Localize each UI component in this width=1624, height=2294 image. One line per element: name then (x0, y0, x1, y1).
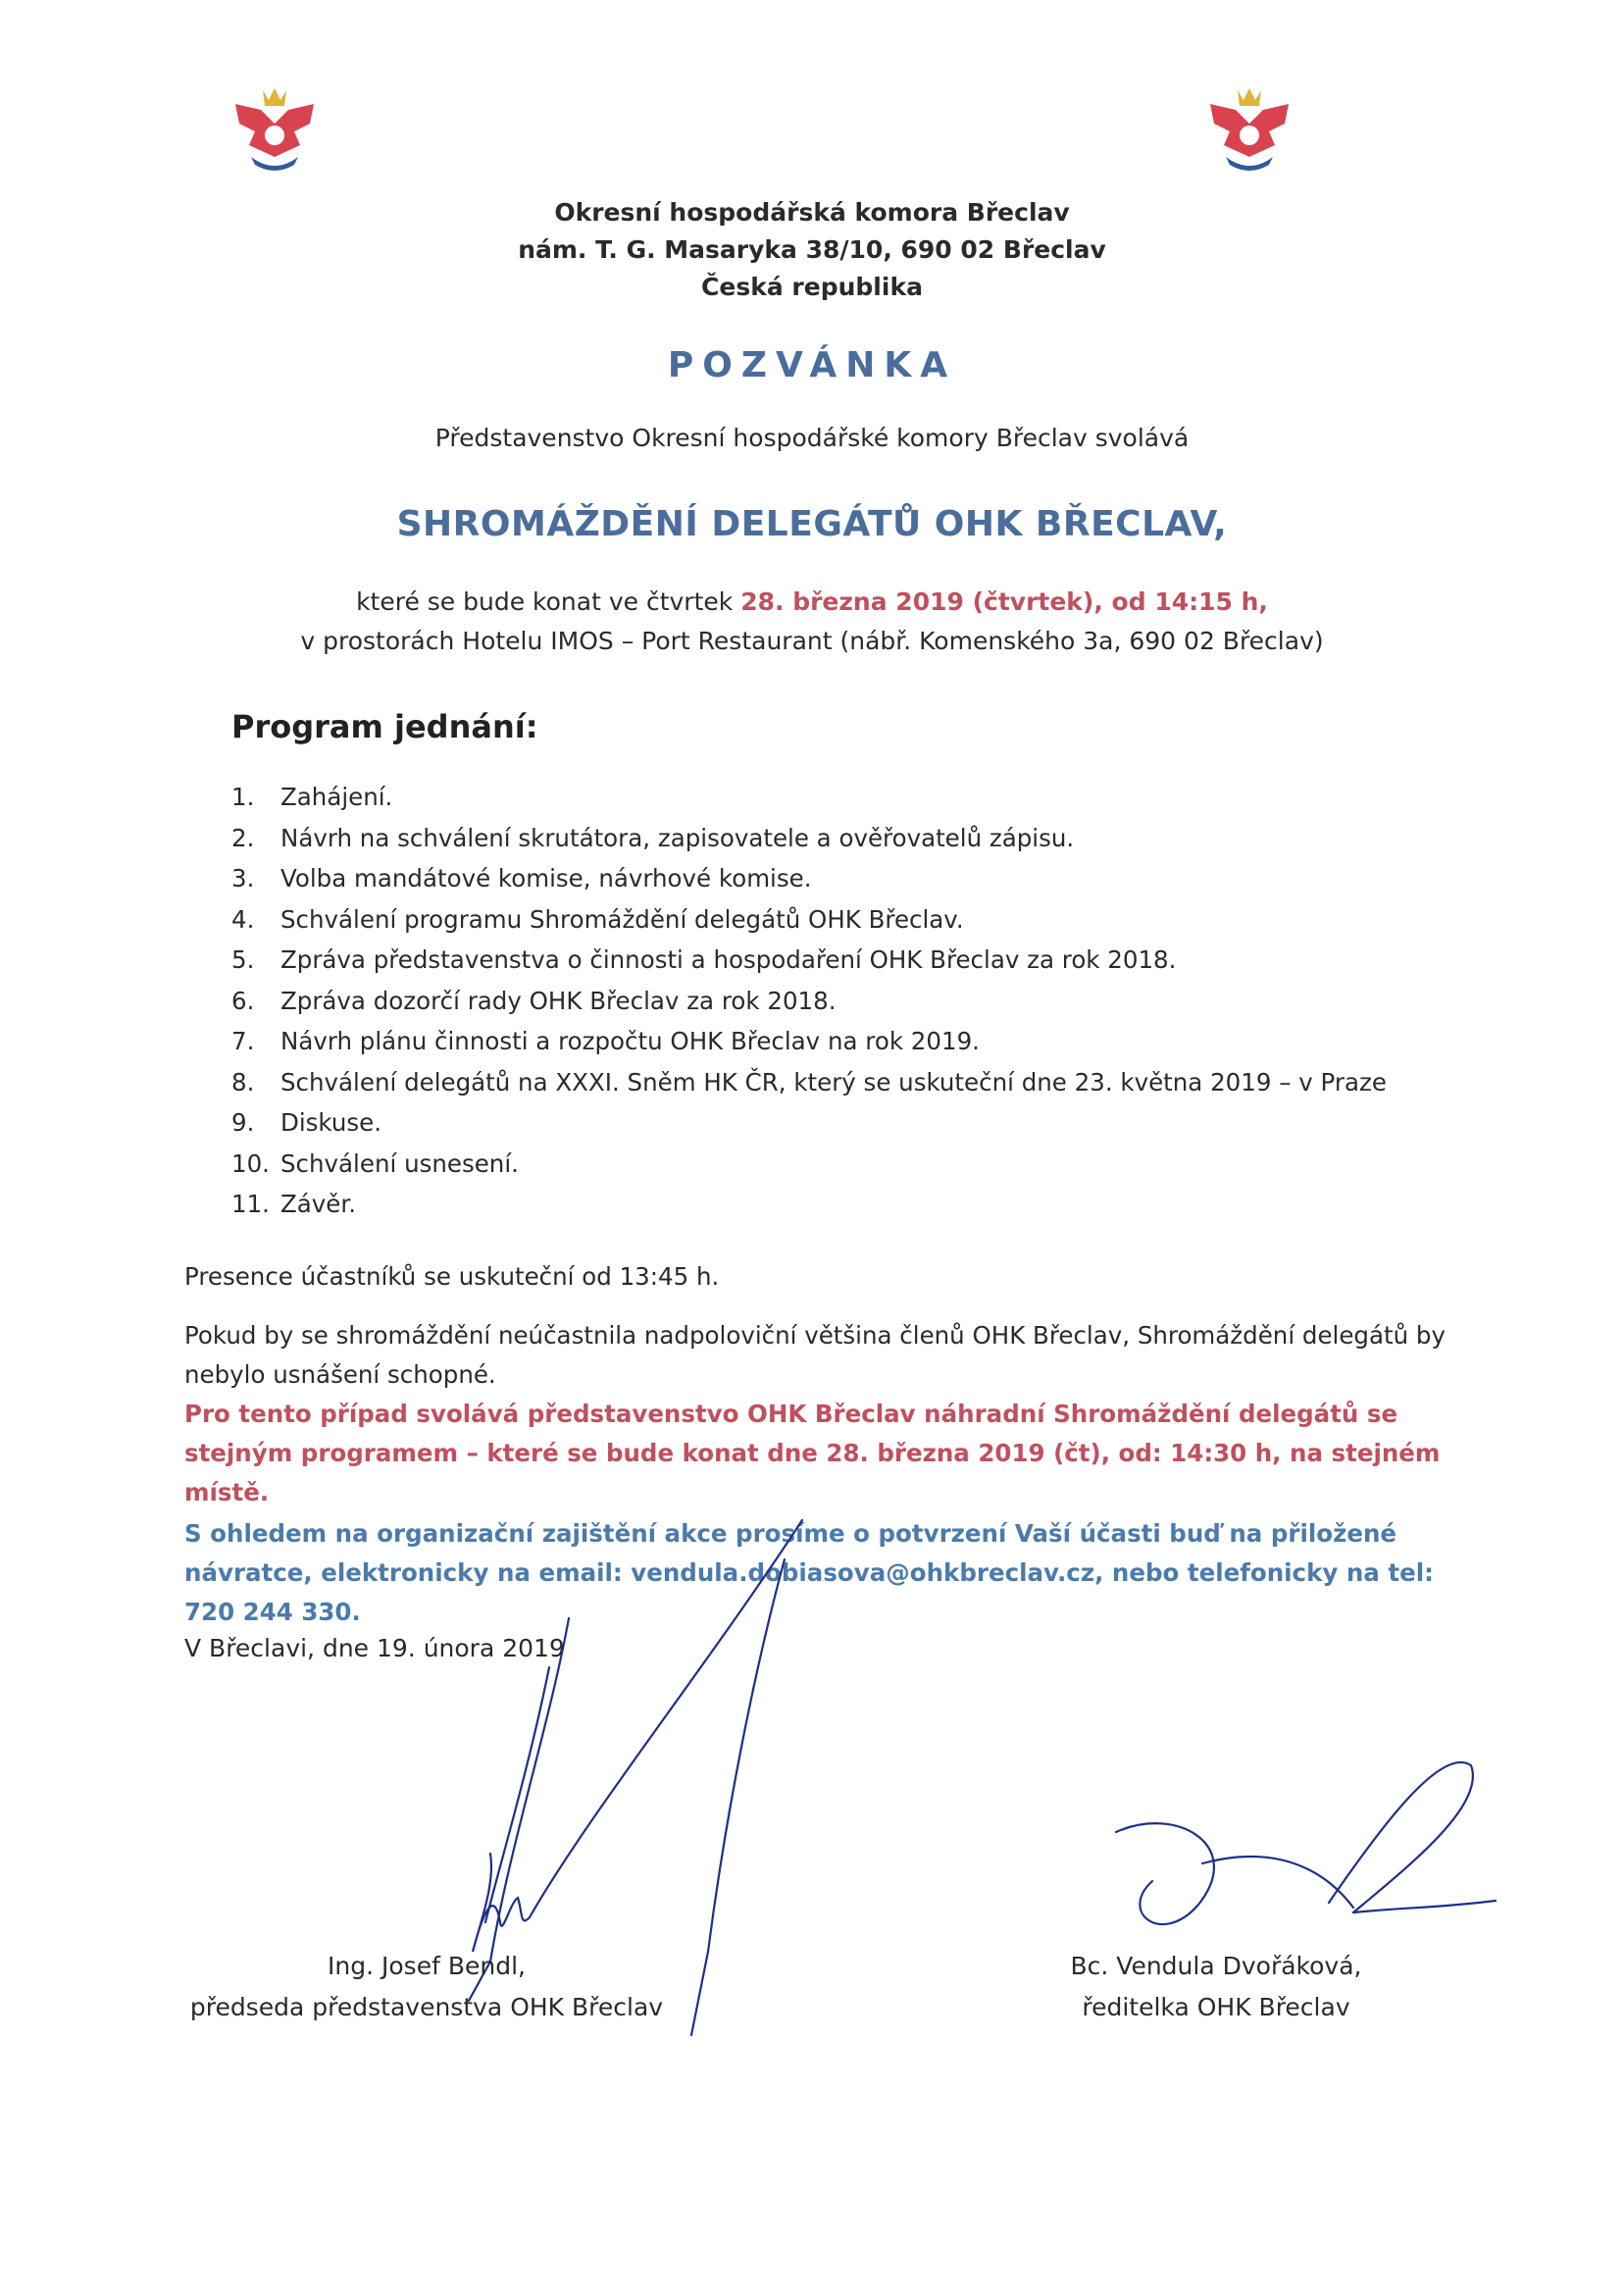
agenda-text: Schválení programu Shromáždění delegátů OHK Břeclav. (280, 904, 964, 934)
meeting-date-line (0, 583, 1624, 622)
agenda-number: 9. (231, 1108, 255, 1137)
list-item (231, 818, 1387, 859)
organization-header (0, 194, 1624, 306)
list-item (231, 858, 1387, 899)
assembly-title: SHROMÁŽDĚNÍ DELEGÁTŮ OHK BŘECLAV, (396, 504, 1228, 544)
signer-role-right: ředitelka OHK Břeclav (1082, 1993, 1350, 2021)
agenda-number: 11. (231, 1190, 270, 1218)
org-name: Okresní hospodářská komora Břeclav (554, 198, 1070, 227)
list-item (231, 1021, 1387, 1062)
agenda-number: 5. (231, 945, 255, 974)
agenda-number: 3. (231, 864, 255, 892)
list-item (231, 981, 1387, 1022)
agenda-number: 8. (231, 1067, 255, 1096)
agenda-text: Zpráva dozorčí rady OHK Břeclav za rok 2018. (280, 986, 837, 1015)
document-title: POZVÁNKA (667, 345, 957, 385)
quorum-note: Pokud by se shromáždění neúčastnila nadpoloviční většina členů OHK Břeclav, Shromáždění delegátů by nebylo usnášení schopné. (184, 1321, 1446, 1389)
chamber-logo-right (1206, 84, 1293, 173)
agenda-text: Návrh na schválení skrutátora, zapisovatele a ověřovatelů zápisu. (280, 823, 1075, 852)
agenda-text: Zahájení. (280, 783, 393, 811)
place-and-date: V Břeclavi, dne 19. února 2019 (184, 1634, 565, 1662)
agenda-number: 4. (231, 904, 255, 934)
intro-text: Představenstvo Okresní hospodářské komory Břeclav svolává (434, 424, 1190, 452)
list-item (231, 1062, 1387, 1103)
alternative-meeting-note: Pro tento případ svolává představenstvo OHK Břeclav náhradní Shromáždění delegátů se stejným programem – které se bude konat dne 28. března 2019 (čt), od: 14:30 h, na stejném místě. (184, 1400, 1441, 1506)
signer-name-right: Bc. Vendula Dvořáková, (1070, 1952, 1362, 1980)
chamber-logo-left (231, 84, 318, 173)
agenda-text: Návrh plánu činnosti a rozpočtu OHK Břeclav na rok 2019. (280, 1027, 980, 1055)
agenda-list (231, 777, 1387, 1225)
list-item (231, 1184, 1387, 1225)
agenda-text: Zpráva představenstva o činnosti a hospodaření OHK Břeclav za rok 2018. (280, 945, 1177, 974)
agenda-number: 7. (231, 1027, 255, 1055)
agenda-number: 10. (231, 1148, 270, 1178)
list-item (231, 1102, 1387, 1144)
list-item (231, 940, 1387, 981)
agenda-text: Volba mandátové komise, návrhové komise. (280, 864, 812, 892)
meeting-date-prefix: které se bude konat ve čtvrtek (356, 587, 741, 616)
meeting-details (0, 583, 1624, 661)
agenda-number: 1. (231, 783, 255, 811)
list-item (231, 899, 1387, 941)
list-item (231, 1144, 1387, 1185)
rsvp-contact-note: S ohledem na organizační zajištění akce prosíme o potvrzení Vaší účasti buď na přiložené návratce, elektronicky na email: vendula.dobiasova@ohkbreclav.cz, nebo telefonicky na tel: 720 244 330. (184, 1519, 1434, 1626)
meeting-date: 28. března 2019 (čtvrtek), od 14:15 h, (740, 587, 1268, 616)
agenda-number: 6. (231, 986, 255, 1015)
list-item (231, 777, 1387, 818)
agenda-number: 2. (231, 823, 255, 852)
signature-right (1040, 1946, 1393, 2028)
agenda-text: Závěr. (280, 1190, 356, 1218)
presence-note: Presence účastníků se uskuteční od 13:45 h. (184, 1262, 720, 1291)
meeting-venue: v prostorách Hotelu IMOS – Port Restaurant (nábř. Komenského 3a, 690 02 Břeclav) (300, 627, 1324, 655)
signature-left (177, 1946, 677, 2028)
agenda-text: Schválení delegátů na XXXI. Sněm HK ČR, který se uskuteční dne 23. května 2019 – v Praze (280, 1067, 1387, 1096)
agenda-text: Diskuse. (280, 1108, 382, 1137)
signer-role-left: předseda představenstva OHK Břeclav (189, 1993, 664, 2021)
signer-name-left: Ing. Josef Bendl, (328, 1952, 526, 1980)
org-country: Česká republika (701, 273, 923, 301)
org-address: nám. T. G. Masaryka 38/10, 690 02 Břeclav (518, 235, 1106, 264)
program-heading: Program jednání: (231, 708, 538, 745)
agenda-text: Schválení usnesení. (280, 1148, 519, 1178)
